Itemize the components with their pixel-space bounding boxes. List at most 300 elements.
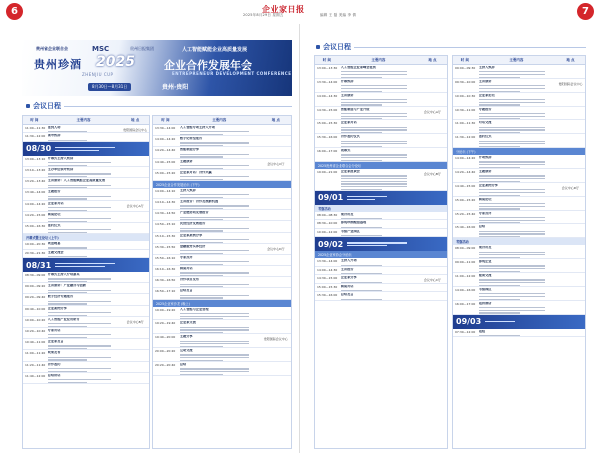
schedule-row bbox=[23, 272, 149, 283]
row-place bbox=[418, 120, 447, 123]
row-detail-text bbox=[180, 194, 259, 198]
row-title: 数字经济专题报告 bbox=[47, 295, 74, 299]
row-title: 专家点评 bbox=[179, 255, 193, 259]
row-place bbox=[556, 65, 585, 68]
row-time: 08:30—09:00 bbox=[25, 273, 46, 278]
row-detail-text bbox=[341, 290, 416, 291]
row-time: 10:00—12:00 bbox=[317, 229, 338, 234]
row-place bbox=[418, 229, 447, 232]
row-place: 会议中心C厅 bbox=[423, 278, 441, 283]
schedule-row bbox=[315, 107, 447, 121]
row-time: 13:00—13:30 bbox=[317, 66, 338, 70]
row-topic bbox=[178, 288, 261, 298]
row-time: 15:00—15:30 bbox=[317, 121, 338, 126]
row-topic bbox=[477, 134, 556, 147]
row-place bbox=[261, 277, 291, 280]
schedule-row bbox=[453, 120, 585, 134]
row-title: 企业案例分享 bbox=[47, 306, 67, 310]
schedule-row bbox=[453, 245, 585, 259]
row-detail-text bbox=[48, 207, 120, 211]
row-topic bbox=[178, 307, 261, 320]
row-place bbox=[261, 170, 291, 173]
row-topic bbox=[339, 169, 418, 190]
row-topic bbox=[178, 159, 261, 169]
row-topic bbox=[477, 259, 556, 272]
row-title: 企业家对话 bbox=[340, 121, 357, 125]
row-time: 11:00—12:00 bbox=[455, 274, 476, 279]
schedule-row bbox=[453, 183, 585, 197]
schedule-row bbox=[315, 79, 447, 93]
row-detail-text bbox=[479, 231, 554, 238]
row-place bbox=[418, 284, 447, 287]
schedule-row bbox=[315, 212, 447, 220]
row-topic bbox=[178, 188, 261, 198]
schedule-row bbox=[315, 134, 447, 148]
row-detail-text bbox=[479, 113, 554, 120]
row-detail-text bbox=[479, 279, 554, 286]
schedule-row bbox=[453, 259, 585, 273]
row-topic bbox=[46, 272, 122, 282]
schedule-row bbox=[153, 147, 291, 158]
row-topic bbox=[477, 273, 556, 286]
schedule-row bbox=[315, 267, 447, 275]
row-title: 主题报告 bbox=[47, 190, 61, 194]
row-time: 08:00—09:00 bbox=[455, 246, 476, 251]
row-detail-text bbox=[341, 282, 416, 283]
row-detail-text bbox=[341, 113, 416, 120]
row-title: 总结 bbox=[179, 363, 187, 367]
row-topic bbox=[46, 156, 122, 166]
row-topic bbox=[46, 189, 122, 199]
row-topic bbox=[46, 339, 122, 349]
row-title: 主题分享 bbox=[179, 335, 193, 339]
row-detail-text bbox=[48, 379, 120, 383]
schedule-row bbox=[315, 275, 447, 283]
session-band: 2025贵州省企业联合会分论坛 bbox=[315, 162, 447, 169]
row-place bbox=[121, 241, 149, 244]
row-time: 19:00—20:30 bbox=[25, 242, 46, 247]
row-detail-text bbox=[479, 335, 554, 336]
row-topic bbox=[339, 275, 418, 282]
row-detail-text bbox=[180, 239, 259, 243]
row-title: 专家点评 bbox=[478, 211, 492, 215]
row-place bbox=[556, 197, 585, 200]
row-detail-text bbox=[479, 85, 554, 92]
row-place bbox=[261, 307, 291, 310]
row-topic bbox=[178, 125, 261, 135]
row-title: 集合出发 bbox=[478, 246, 492, 250]
row-place bbox=[121, 339, 149, 342]
row-title: 参观企业 bbox=[478, 260, 492, 264]
row-title: 主旨演讲：人工智能赋能企业高质量发展 bbox=[47, 179, 106, 183]
row-topic bbox=[46, 212, 122, 222]
row-title: 主旨演讲 bbox=[340, 93, 354, 97]
row-detail-text bbox=[180, 313, 259, 320]
row-detail-text bbox=[479, 99, 554, 106]
row-detail-text bbox=[341, 265, 416, 266]
row-topic bbox=[477, 107, 556, 120]
row-detail-text bbox=[341, 299, 416, 300]
row-detail-text bbox=[48, 218, 120, 222]
row-title: 主持人致辞 bbox=[478, 66, 495, 69]
row-title: 专题报告 bbox=[478, 107, 492, 111]
row-time: 16:10—16:30 bbox=[155, 267, 176, 272]
schedule-column-1 bbox=[22, 115, 150, 449]
schedule-row bbox=[23, 294, 149, 305]
row-topic bbox=[46, 317, 122, 327]
row-place bbox=[121, 223, 149, 226]
row-title: 考察园区 bbox=[478, 287, 492, 291]
row-time: 10:20—10:40 bbox=[25, 329, 46, 333]
schedule-row bbox=[23, 178, 149, 189]
row-time: 15:00—15:30 bbox=[317, 284, 338, 289]
row-time: 15:50—16:10 bbox=[155, 255, 176, 260]
row-time: 20:30—21:30 bbox=[25, 250, 46, 255]
row-topic bbox=[339, 134, 418, 147]
row-time: 14:00—14:30 bbox=[317, 267, 338, 272]
row-title: 人工智能与企业管理 bbox=[179, 307, 209, 311]
row-time: 20:20—20:40 bbox=[155, 363, 176, 368]
schedule-row bbox=[23, 362, 149, 373]
schedule-row bbox=[315, 258, 447, 266]
row-place: 会议中心A厅 bbox=[126, 203, 144, 208]
row-title: 总结讲话 bbox=[47, 373, 61, 377]
row-topic bbox=[477, 79, 556, 92]
row-detail-text bbox=[180, 250, 259, 254]
row-detail-text bbox=[48, 290, 120, 294]
row-title: 总结发言 bbox=[340, 293, 354, 297]
row-time: 14:10—14:30 bbox=[155, 200, 176, 205]
row-detail-text bbox=[48, 312, 120, 316]
row-topic bbox=[339, 148, 418, 161]
row-title: 座谈交流 bbox=[478, 274, 492, 278]
row-time: 13:30—14:00 bbox=[317, 259, 338, 264]
schedule-row bbox=[23, 241, 149, 249]
row-place bbox=[556, 329, 585, 332]
row-title: 企业家论坛 bbox=[478, 93, 495, 97]
row-title: 主题演讲 bbox=[478, 170, 492, 174]
row-time: 11:00—11:30 bbox=[455, 121, 476, 126]
row-place bbox=[418, 134, 447, 137]
row-place bbox=[418, 258, 447, 261]
row-place bbox=[121, 373, 149, 376]
row-topic bbox=[178, 320, 261, 333]
schedule-row bbox=[315, 148, 447, 162]
row-title: 金融服务实体经济 bbox=[179, 244, 206, 248]
row-title: 企业案例分享 bbox=[478, 183, 498, 187]
row-title: 开场致辞 bbox=[478, 156, 492, 160]
row-topic bbox=[178, 244, 261, 254]
row-place bbox=[418, 148, 447, 151]
organizer-logo: 贵州省企业联合会 bbox=[36, 46, 68, 51]
row-title: 产业链协同发展报告 bbox=[179, 211, 209, 215]
row-time: 13:30—14:00 bbox=[155, 126, 176, 130]
row-detail-text bbox=[48, 140, 120, 141]
row-time: 13:40—14:00 bbox=[25, 190, 46, 195]
row-detail-text bbox=[48, 247, 120, 248]
schedule-row bbox=[153, 307, 291, 321]
masthead: 企业家日报 bbox=[262, 4, 305, 14]
row-topic bbox=[46, 294, 122, 304]
row-detail-text bbox=[48, 368, 120, 372]
row-title: 人工智能产业应用研讨 bbox=[47, 317, 80, 321]
event-title: 企业合作发展年会 bbox=[164, 59, 252, 72]
row-detail-text bbox=[479, 189, 554, 196]
msc-logo: MSC bbox=[92, 45, 110, 53]
row-topic bbox=[477, 301, 556, 314]
row-time: 13:30—14:00 bbox=[317, 79, 338, 84]
row-title: 主题交流会 bbox=[47, 250, 64, 254]
row-place bbox=[261, 362, 291, 365]
row-title: 对话交流 bbox=[478, 121, 492, 125]
row-topic bbox=[178, 170, 261, 180]
row-title: 企业家对话 bbox=[47, 201, 64, 205]
row-topic bbox=[178, 266, 261, 276]
row-title: 圆桌论坛 bbox=[47, 212, 61, 216]
row-topic bbox=[46, 350, 122, 360]
row-time: 15:30—16:00 bbox=[317, 293, 338, 298]
row-title: 签约仪式 bbox=[47, 224, 61, 227]
row-time: 15:30—16:00 bbox=[317, 135, 338, 140]
day-band-0903: 09/03 bbox=[453, 315, 585, 329]
session-band: 考察活动 bbox=[315, 205, 447, 212]
row-place bbox=[121, 212, 149, 215]
row-topic bbox=[477, 224, 556, 237]
schedule-row bbox=[453, 273, 585, 287]
schedule-row bbox=[453, 65, 585, 79]
row-place bbox=[418, 267, 447, 270]
row-detail-text bbox=[180, 261, 259, 265]
row-place bbox=[418, 292, 447, 295]
row-time: 14:00—16:00 bbox=[455, 287, 476, 292]
row-time: 14:00—14:20 bbox=[25, 201, 46, 206]
row-detail-text bbox=[180, 341, 259, 348]
schedule-row bbox=[153, 277, 291, 288]
row-place bbox=[556, 107, 585, 110]
day-band-0831: 08/31 bbox=[23, 258, 149, 272]
row-title: 返程 bbox=[478, 329, 486, 333]
row-title: 企业家分享 bbox=[340, 276, 357, 280]
schedule-row bbox=[453, 301, 585, 315]
row-detail-text bbox=[180, 142, 259, 146]
row-detail-text bbox=[341, 235, 416, 236]
row-detail-text bbox=[180, 295, 259, 299]
row-place bbox=[261, 255, 291, 258]
row-topic bbox=[46, 250, 122, 257]
row-title: 企业家发言 bbox=[47, 340, 64, 344]
row-detail-text bbox=[341, 218, 416, 219]
schedule-row bbox=[23, 306, 149, 317]
row-title: 智能制造与产业升级 bbox=[340, 107, 370, 111]
row-detail-text bbox=[48, 345, 120, 349]
row-time: 14:50—15:10 bbox=[155, 222, 176, 227]
row-detail-text bbox=[48, 196, 120, 200]
row-topic bbox=[178, 221, 261, 231]
row-place: 会议中心D厅 bbox=[561, 185, 580, 190]
row-detail-text bbox=[479, 161, 554, 168]
row-title: 开幕致辞 bbox=[340, 79, 354, 83]
row-time: 10:30—11:00 bbox=[455, 107, 476, 112]
row-time: 16:00—17:00 bbox=[455, 301, 476, 306]
session-band: 考察活动 bbox=[453, 238, 585, 245]
row-time: 11:40—12:00 bbox=[25, 373, 46, 378]
section-title-right: 会议日程 bbox=[316, 42, 351, 52]
row-detail-text bbox=[48, 229, 120, 233]
schedule-row bbox=[23, 373, 149, 384]
row-time: 15:40—16:00 bbox=[455, 225, 476, 230]
row-place bbox=[121, 328, 149, 331]
row-topic bbox=[46, 178, 122, 188]
media-logo: 贵州日报集团 bbox=[130, 46, 154, 51]
row-title: 成果发布 bbox=[47, 351, 61, 355]
row-detail-text bbox=[48, 323, 120, 327]
row-title: 互动交流 bbox=[179, 349, 193, 353]
row-place bbox=[261, 188, 291, 191]
row-title: 合作签约仪式 bbox=[340, 135, 360, 139]
schedule-row bbox=[23, 156, 149, 167]
row-topic bbox=[178, 147, 261, 157]
schedule-row bbox=[153, 320, 291, 334]
row-place bbox=[261, 266, 291, 269]
row-topic bbox=[477, 211, 556, 224]
row-place bbox=[121, 250, 149, 253]
schedule-row bbox=[153, 159, 291, 170]
row-time: 09:20—09:40 bbox=[25, 295, 46, 300]
row-title: 企业家案例分享 bbox=[179, 233, 203, 237]
schedule-row bbox=[453, 79, 585, 93]
column-header: 时 间 主要内容 地 点 bbox=[315, 56, 447, 65]
row-detail-text bbox=[180, 165, 259, 169]
schedule-row bbox=[153, 362, 291, 376]
row-time: 14:20—14:40 bbox=[455, 170, 476, 175]
row-topic bbox=[46, 328, 122, 338]
row-detail-text bbox=[341, 273, 416, 274]
row-detail-text bbox=[479, 307, 554, 314]
row-time: 09:00—09:30 bbox=[455, 66, 476, 70]
row-place bbox=[261, 147, 291, 150]
row-detail-text bbox=[180, 217, 259, 221]
row-detail-text bbox=[341, 99, 416, 106]
schedule-row bbox=[315, 284, 447, 292]
schedule-row bbox=[315, 220, 447, 228]
schedule-row bbox=[453, 134, 585, 148]
schedule-column-2 bbox=[152, 115, 292, 449]
schedule-row bbox=[315, 169, 447, 191]
row-time: 14:30—15:00 bbox=[317, 107, 338, 112]
schedule-row bbox=[23, 328, 149, 339]
row-detail-text bbox=[48, 173, 120, 177]
row-detail-text bbox=[341, 227, 416, 228]
row-place bbox=[418, 79, 447, 82]
row-title: 主办单位领导致辞 bbox=[47, 168, 74, 172]
row-time: 13:00—13:10 bbox=[25, 156, 46, 161]
row-time: 14:30—14:50 bbox=[155, 211, 176, 216]
schedule-row bbox=[153, 136, 291, 147]
row-time: 10:00—10:20 bbox=[25, 317, 46, 322]
row-detail-text bbox=[341, 154, 416, 161]
row-time: 14:20—15:00 bbox=[25, 212, 46, 217]
row-topic bbox=[178, 199, 261, 209]
row-topic bbox=[46, 223, 122, 233]
row-topic bbox=[46, 125, 122, 132]
row-detail-text bbox=[341, 85, 416, 92]
row-place bbox=[261, 348, 291, 351]
row-title: 合作签约 bbox=[47, 362, 61, 366]
day-band-0902: 09/02 bbox=[315, 237, 447, 251]
row-place bbox=[121, 362, 149, 365]
row-detail-text bbox=[180, 176, 259, 180]
schedule-row bbox=[23, 133, 149, 141]
row-topic bbox=[477, 329, 556, 336]
row-title: 人工智能专场主持人开场 bbox=[179, 126, 215, 129]
row-detail-text bbox=[48, 131, 120, 132]
row-time: 15:10—15:30 bbox=[155, 233, 176, 238]
row-title: 领导致辞 bbox=[47, 134, 61, 138]
row-detail-text bbox=[341, 127, 416, 134]
row-place bbox=[121, 306, 149, 309]
row-place bbox=[261, 210, 291, 213]
row-place bbox=[418, 220, 447, 223]
row-title: 合作项目发布 bbox=[179, 278, 199, 282]
page-header bbox=[0, 0, 600, 22]
row-topic bbox=[477, 197, 556, 210]
schedule-row bbox=[23, 167, 149, 178]
row-place: 会议中心B厅 bbox=[126, 319, 144, 324]
row-place: 贵阳国际会议中心 bbox=[558, 81, 583, 86]
schedule-row bbox=[315, 292, 447, 300]
column-header: 时 间 主要内容 地 点 bbox=[23, 116, 149, 125]
session-band: 2025企业合作发展论坛 (下午) bbox=[153, 181, 291, 188]
row-time: 16:00—17:00 bbox=[317, 149, 338, 154]
row-topic bbox=[46, 362, 122, 372]
row-title: 返回酒店 bbox=[478, 301, 492, 305]
row-place bbox=[261, 288, 291, 291]
row-place bbox=[556, 120, 585, 123]
row-place: 贵阳国际会议中心 bbox=[263, 337, 288, 342]
row-time: 11:00—11:20 bbox=[25, 351, 46, 356]
row-topic bbox=[339, 107, 418, 120]
page-gutter bbox=[299, 24, 300, 453]
row-topic bbox=[339, 267, 418, 274]
section-rule-left bbox=[64, 106, 292, 107]
row-title: 参观珍酒酿造基地 bbox=[340, 221, 367, 225]
row-title: 主题演讲 bbox=[179, 159, 193, 163]
row-topic bbox=[339, 229, 418, 236]
row-place bbox=[121, 272, 149, 275]
row-place: 贵阳国际会议中心 bbox=[123, 128, 148, 132]
row-topic bbox=[339, 212, 418, 219]
row-topic bbox=[339, 93, 418, 106]
row-title: 欢迎晚宴 bbox=[47, 242, 61, 246]
row-time: 14:20—14:40 bbox=[155, 148, 176, 153]
row-time: 08:00—08:30 bbox=[317, 212, 338, 217]
row-topic bbox=[477, 120, 556, 133]
row-detail-text bbox=[48, 334, 120, 338]
schedule-row bbox=[315, 229, 447, 237]
row-time: 13:10—13:20 bbox=[25, 168, 46, 173]
row-time: 15:00—15:20 bbox=[455, 197, 476, 202]
row-time: 19:00—21:00 bbox=[317, 170, 338, 175]
row-time: 08:30—10:00 bbox=[317, 221, 338, 226]
row-topic bbox=[339, 258, 418, 265]
row-time: 11:30—12:00 bbox=[455, 135, 476, 140]
row-time: 15:00—16:30 bbox=[25, 224, 46, 228]
row-place bbox=[121, 294, 149, 297]
row-time: 16:30—16:50 bbox=[155, 278, 176, 283]
row-place bbox=[418, 93, 447, 96]
row-place bbox=[261, 136, 291, 139]
row-topic bbox=[477, 155, 556, 168]
